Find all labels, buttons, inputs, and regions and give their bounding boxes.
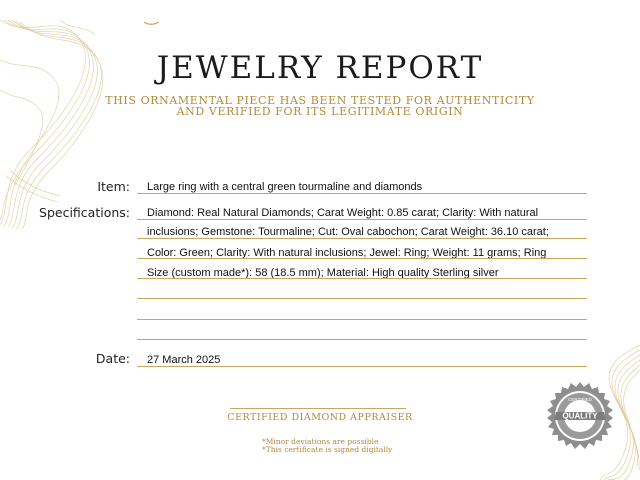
signature-line <box>230 408 406 409</box>
subtitle-line-2: AND VERIFIED FOR ITS LEGITIMATE ORIGIN <box>176 105 464 118</box>
specifications-underline-1 <box>137 219 587 220</box>
blank-underline-1 <box>137 298 587 299</box>
quality-seal-icon <box>546 382 614 450</box>
subtitle-line-1: THIS ORNAMENTAL PIECE HAS BEEN TESTED FOR AUTHENTICITY <box>105 94 535 107</box>
specifications-underline-2 <box>137 238 587 239</box>
blank-underline-2 <box>137 319 587 320</box>
specifications-underline-4 <box>137 278 587 279</box>
item-label: Item: <box>97 179 130 194</box>
item-value: Large ring with a central green tourmaline and diamonds <box>147 181 423 193</box>
specifications-line-3: Color: Green; Clarity: With natural inclusions; Jewel: Ring; Weight: 11 grams; Ring <box>147 247 547 259</box>
report-title: JEWELRY REPORT <box>156 50 484 86</box>
specifications-line-4: Size (custom made*): 58 (18.5 mm); Material: High quality Sterling silver <box>147 267 499 279</box>
date-label: Date: <box>95 351 130 366</box>
note-line-2: *This certificate is signed digitally <box>262 445 393 454</box>
blank-underline-3 <box>137 339 587 340</box>
seal-certified-text: CERTIFIED <box>568 397 592 402</box>
appraiser-title: CERTIFIED DIAMOND APPRAISER <box>227 412 413 423</box>
report-subtitle <box>0 95 640 117</box>
note-line-1: *Minor deviations are possible <box>262 437 379 446</box>
specifications-label: Specifications: <box>39 205 130 220</box>
footer-notes <box>262 438 392 454</box>
date-value: 27 March 2025 <box>147 354 221 366</box>
seal-quality-text: QUALITY <box>562 411 598 421</box>
specifications-line-1: Diamond: Real Natural Diamonds; Carat Weight: 0.85 carat; Clarity: With natural <box>147 207 539 219</box>
date-underline <box>137 366 587 367</box>
specifications-line-2: inclusions; Gemstone: Tourmaline; Cut: Oval cabochon; Carat Weight: 36.10 carat; <box>147 226 549 238</box>
top-accent-mark <box>142 16 162 26</box>
item-underline <box>137 193 587 194</box>
specifications-underline-3 <box>137 258 587 259</box>
